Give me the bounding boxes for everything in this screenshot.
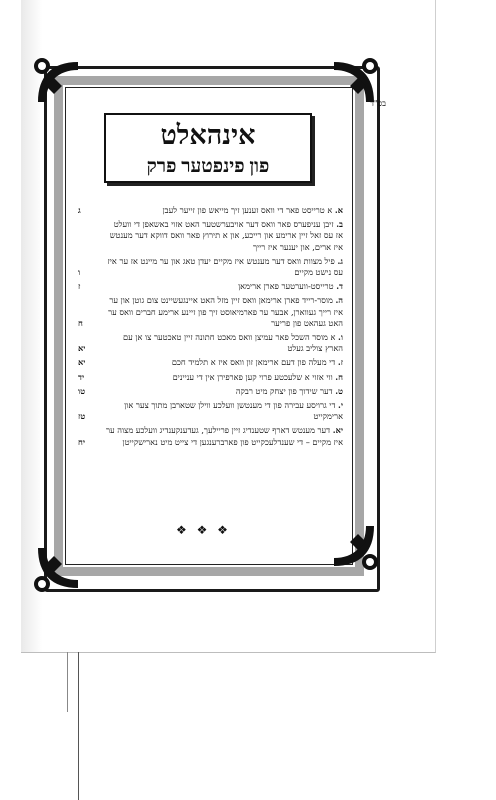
toc-entry-page: ז bbox=[78, 281, 81, 292]
toc-entry-letter: ו. bbox=[338, 332, 343, 343]
toc-entry-text bbox=[78, 219, 343, 253]
binding-line-left bbox=[78, 652, 79, 800]
title-box bbox=[104, 113, 312, 183]
toc-entry bbox=[78, 372, 343, 383]
toc-entry bbox=[78, 357, 343, 368]
table-of-contents bbox=[78, 205, 343, 451]
toc-entry-text bbox=[78, 332, 343, 354]
toc-entry-text bbox=[78, 357, 343, 368]
toc-entry bbox=[78, 219, 343, 253]
toc-entry-letter: ט. bbox=[335, 385, 343, 396]
toc-entry-text bbox=[78, 372, 343, 383]
toc-entry bbox=[78, 281, 343, 292]
toc-entry-text bbox=[78, 256, 343, 278]
toc-entry-title: א טרייסט פאר די וואס זענען זיך מייאש פון זייער לעבן bbox=[162, 205, 333, 215]
toc-entry-page: ו bbox=[78, 267, 81, 278]
toc-entry-text bbox=[78, 400, 343, 422]
toc-entry bbox=[78, 205, 343, 216]
corner-ornament-bottom-left bbox=[32, 542, 84, 594]
toc-entry-title: דער שידוך פון יצחק מיט רבקה bbox=[235, 385, 333, 396]
toc-entry bbox=[78, 256, 343, 278]
toc-entry-letter: י. bbox=[338, 400, 343, 411]
bsd-header: בס"ד bbox=[370, 99, 386, 108]
toc-entry-title: פיל מצוות וואס דער מענטש איז מקיים יעדן טאג און ער מיינט אז ער איז עס נישט מקיים bbox=[107, 255, 343, 278]
toc-entry-letter: א. bbox=[334, 205, 343, 215]
toc-entry-letter: ד. bbox=[336, 281, 343, 292]
toc-entry-text bbox=[78, 425, 343, 447]
toc-entry-page: טו bbox=[78, 385, 86, 396]
toc-entry-page: ג bbox=[78, 205, 81, 215]
toc-entry-page: יח bbox=[78, 436, 85, 447]
toc-entry-title: די מעלה פון דעם ארימאן זון וואס איז א תלמיד חכם bbox=[171, 357, 336, 368]
corner-ornament-bottom-right bbox=[328, 520, 380, 572]
page-title: אינהאלט bbox=[160, 120, 256, 150]
toc-entry-page: יד bbox=[78, 371, 85, 382]
page-subtitle: פון פינפטער פרק bbox=[146, 156, 270, 177]
toc-entry-letter: ה. bbox=[335, 295, 343, 306]
toc-entry-title: דער מענטש דארף שטענדיג זיין פריילעך, געדענקענדיג וועלכע מצוה ער איז מקיים – די שענדלעכקייט פון פארברענגען די צייט מיט נארישקייטן bbox=[105, 425, 343, 447]
toc-entry-text bbox=[78, 205, 343, 216]
toc-entry-letter: ח. bbox=[335, 371, 343, 382]
toc-entry bbox=[78, 425, 343, 447]
toc-entry-letter: ז. bbox=[337, 357, 343, 368]
toc-entry-page: יא bbox=[78, 357, 86, 368]
corner-ornament-top-left bbox=[32, 56, 84, 108]
ornament-dots: ❖ ❖ ❖ bbox=[176, 523, 231, 537]
toc-entry-title: א מוסר השכל פאר עמיצן וואס מאכט חתונה זיין טאכטער צו אן עם הארץ צוליב געלט bbox=[123, 332, 343, 354]
toc-entry bbox=[78, 295, 343, 329]
toc-entry-title: ווי אזוי א שלעכטע פרוי קען פארפירן אין די עניינים bbox=[172, 371, 333, 382]
toc-entry-title: מוסר-רייד פארן ארימאן וואס זיין מזל האט איינגעשיינט צום גוטן און ער איז רייך געווארן, אבער ער פארמיאוסט זיך פון זיינע ארימע חברים וואס ער האט געהאט פון פריער bbox=[108, 295, 343, 328]
binding-line-short bbox=[67, 652, 68, 712]
toc-entry-text bbox=[78, 281, 343, 292]
toc-entry-letter: ב. bbox=[336, 219, 343, 230]
toc-entry-page: טז bbox=[78, 411, 86, 422]
toc-entry-title: טרייסט-ווערטער פארן ארימאן bbox=[238, 281, 334, 292]
toc-entry-page: ח bbox=[78, 317, 83, 328]
toc-entry bbox=[78, 400, 343, 422]
toc-entry-letter: יא. bbox=[332, 425, 343, 436]
toc-entry-text bbox=[78, 386, 343, 397]
toc-entry-title: זיבן עניפערס פאר וואס דער אויבערשטער האט אזוי באשאפן די וועלט אז עס זאל זיין ארימע און רייכע, און א תירוץ פאר וואס דווקא דער מענטש איז ארים, און יענער איז רייך bbox=[109, 219, 343, 252]
toc-entry-title: די גרויסע עבירה פון די מענטשן וועלכע ווילן שטארבן מתוך צער און ארימקייט bbox=[124, 400, 343, 422]
toc-entry-text bbox=[78, 295, 343, 329]
toc-entry-letter: ג. bbox=[337, 255, 343, 266]
toc-entry bbox=[78, 332, 343, 354]
toc-entry-page: יא bbox=[78, 343, 86, 354]
toc-entry bbox=[78, 386, 343, 397]
